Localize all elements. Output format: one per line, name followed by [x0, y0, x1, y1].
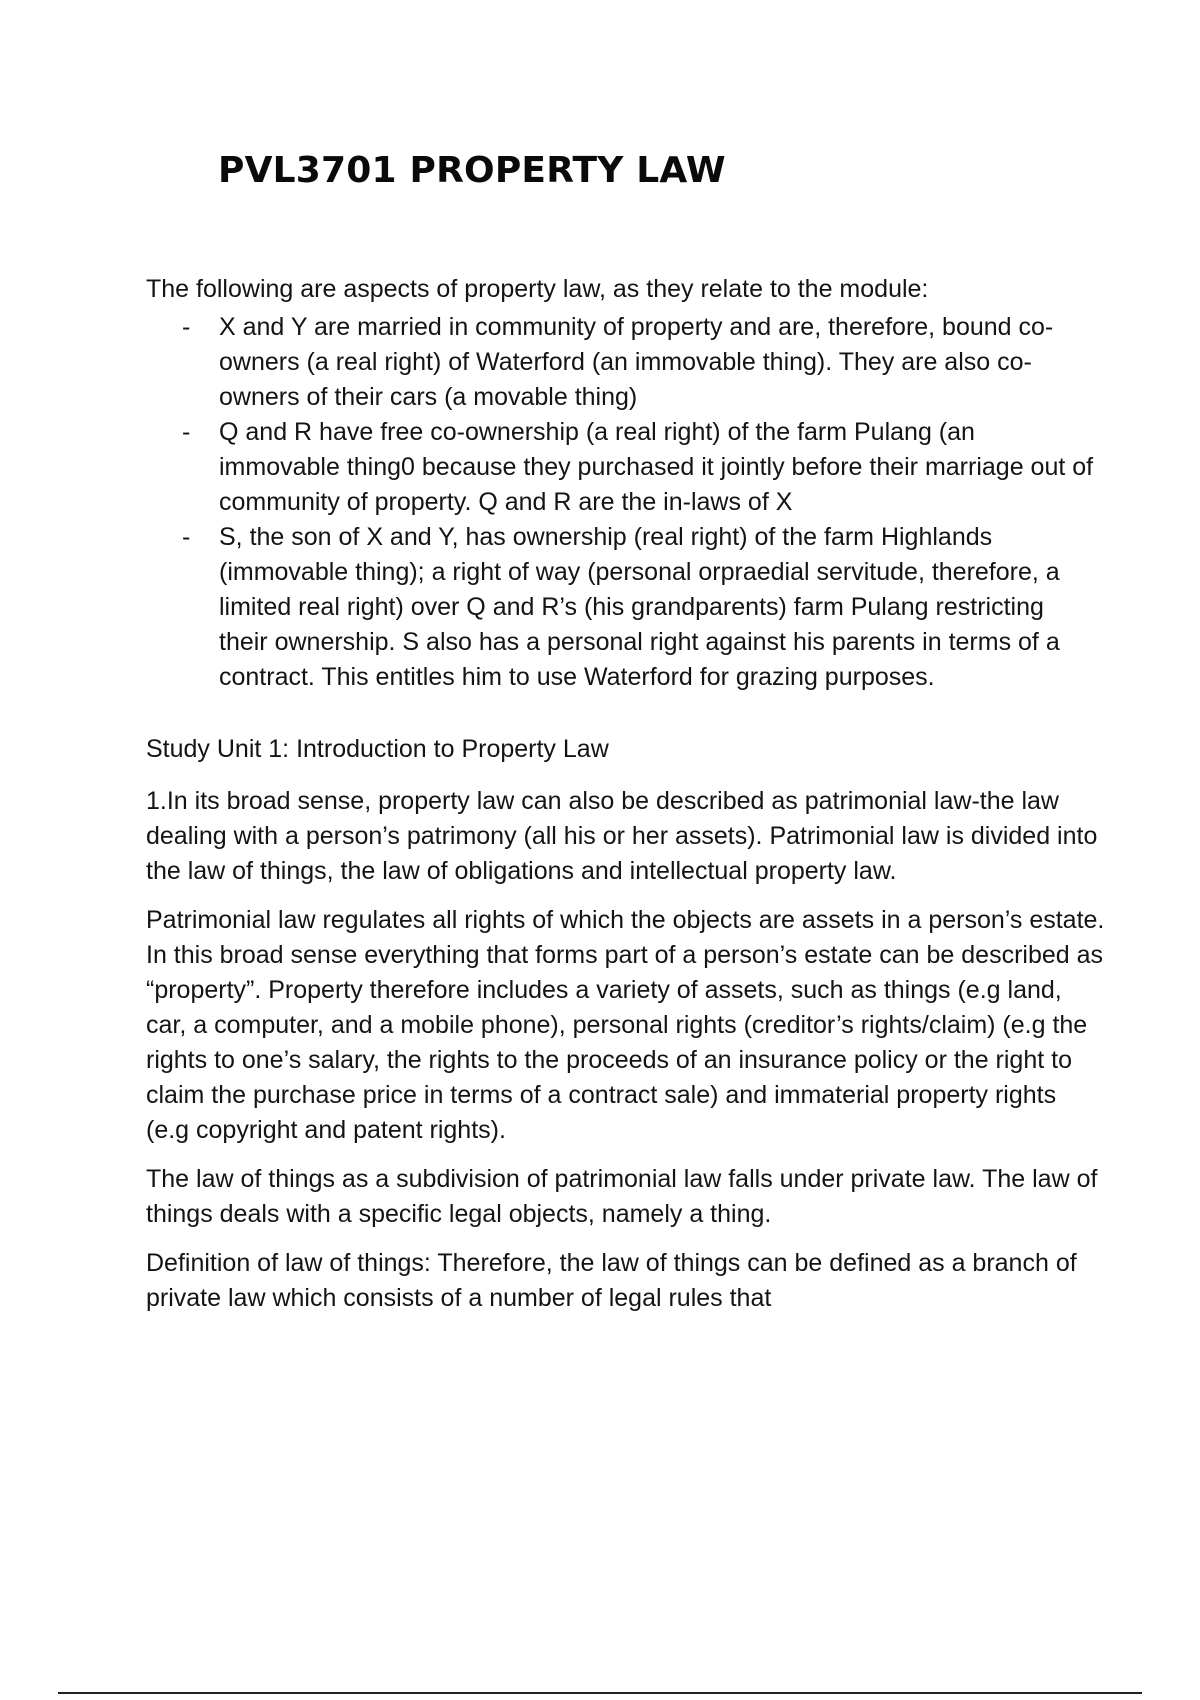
paragraph: Patrimonial law regulates all rights of which the objects are assets in a person’s estate. In this broad sense everything that forms part of a person’s estate can be described as “property”. Property therefore includes a variety of assets, such as things (e.g land, car, a computer, and a mobile phone), personal rights (creditor’s rights/claim) (e.g the rights to one’s salary, the rights to the proceeds of an insurance policy or the right to claim the purchase price in terms of a contract sale) and immaterial property rights (e.g copyright and patent rights).: [146, 906, 1105, 1144]
paragraph: 1.In its broad sense, property law can also be described as patrimonial law-the law dealing with a person’s patrimony (all his or her assets). Patrimonial law is divided into the law of things, the law of obligations and intellectual property law.: [146, 787, 1098, 885]
list-item: [182, 520, 1099, 695]
aspects-list: [146, 310, 1099, 695]
intro-text: The following are aspects of property law, as they relate to the module:: [146, 275, 929, 303]
list-item-text: S, the son of X and Y, has ownership (real right) of the farm Highlands (immovable thing); a right of way (personal orpraedial servitude, therefore, a limited real right) over Q and R’s (his grandparents) farm Pulang restricting their ownership. S also has a personal right against his parents in terms of a contract. This entitles him to use Waterford for grazing purposes.: [219, 523, 1060, 691]
list-item-text: Q and R have free co-ownership (a real right) of the farm Pulang (an immovable thing0 because they purchased it jointly before their marriage out of community of property. Q and R are the in-laws of X: [219, 418, 1094, 516]
bullet-dash: -: [182, 313, 191, 341]
document-title: PVL3701 PROPERTY LAW: [218, 150, 726, 191]
bullet-dash: -: [182, 418, 191, 446]
footer-divider: [58, 1692, 1142, 1694]
list-item: [182, 310, 1099, 415]
bullet-dash: -: [182, 523, 191, 551]
list-item-text: X and Y are married in community of property and are, therefore, bound co-owners (a real right) of Waterford (an immovable thing). They are also co-owners of their cars (a movable thing): [219, 313, 1054, 411]
paragraph: The law of things as a subdivision of patrimonial law falls under private law. The law of things deals with a specific legal objects, namely a thing.: [146, 1165, 1098, 1228]
study-unit-heading: Study Unit 1: Introduction to Property Law: [146, 735, 609, 763]
list-item: [182, 415, 1099, 520]
paragraph: Definition of law of things: Therefore, the law of things can be defined as a branch of private law which consists of a number of legal rules that: [146, 1249, 1077, 1312]
document-body: [146, 272, 1106, 1316]
